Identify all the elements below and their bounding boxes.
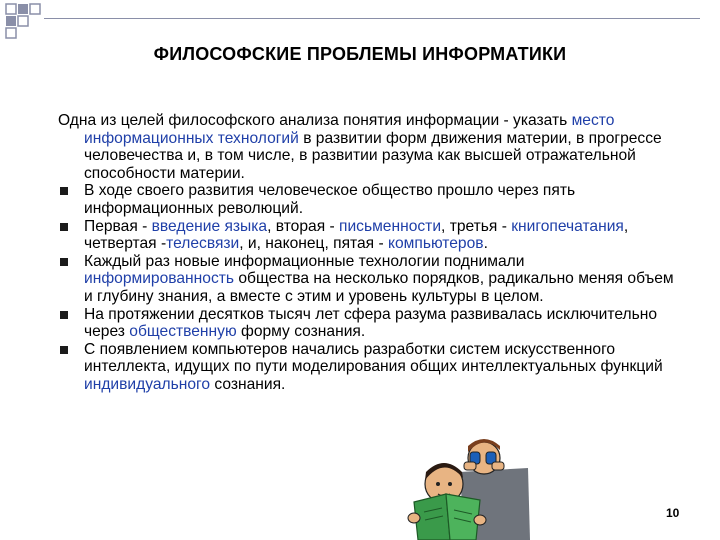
slide-body [58,112,678,394]
reading-people-clipart [400,432,530,540]
square-bullet-icon [60,223,68,231]
square-bullet-icon [60,258,68,266]
highlight-writing: письменности [339,217,442,235]
page-number: 10 [666,506,680,520]
list-item [58,182,678,217]
list-item [58,253,678,306]
list-item-text: Первая - [84,217,152,235]
highlight-computers: компьютеров [387,235,484,253]
slide-title: ФИЛОСОФСКИЕ ПРОБЛЕМЫ ИНФОРМАТИКИ [153,44,567,64]
list-item [58,341,678,394]
square-bullet-icon [60,187,68,195]
intro-highlight: место информационных технологий [84,112,615,147]
list-item-text: , вторая - [267,217,340,235]
list-item-text: , третья - [441,217,512,235]
list-item-text: В ходе своего развития человеческое общество прошло через пять информационных революций. [84,182,576,217]
intro-paragraph [58,112,678,182]
intro-text: Одна из целей философского анализа понятия информации - указать [58,112,572,129]
list-item-text: , четвертая - [84,217,629,253]
highlight-printing: книгопечатания [511,217,624,235]
list-item-text: , и, наконец, пятая - [239,235,388,253]
list-item-text: С появлением компьютеров начались разработки систем искусственного интеллекта, идущих по пути моделирования общих интеллектуальных функций [84,340,663,376]
list-item-text: Каждый раз новые информационные технологии поднимали [84,252,525,270]
list-item-text: форму сознания. [236,323,366,341]
square-bullet-icon [60,346,68,354]
list-item-text: . [483,235,488,253]
list-item-text: На протяжении десятков тысяч лет сфера разума развивалась исключительно через [84,305,657,341]
highlight-social: общественную [129,323,237,341]
list-item-text: общества на несколько порядков, радикально меняя объем и глубину знания, а вместе с этим и уровень культуры в целом. [84,270,674,305]
list-item [58,218,678,253]
list-item [58,306,678,341]
square-bullet-icon [60,311,68,319]
corner-squares-icon [0,0,60,50]
highlight-individual: индивидуального [84,375,211,393]
list-item-text: сознания. [210,375,286,393]
highlight-language: введение языка [151,217,268,235]
highlight-awareness: информированность [84,270,235,288]
highlight-telecom: телесвязи [166,235,240,253]
intro-text-2: в развитии форм движения материи, в прогрессе человечества и, в том числе, в развитии разума как высшей отражательной способности материи. [84,129,662,182]
top-rule [44,18,700,19]
